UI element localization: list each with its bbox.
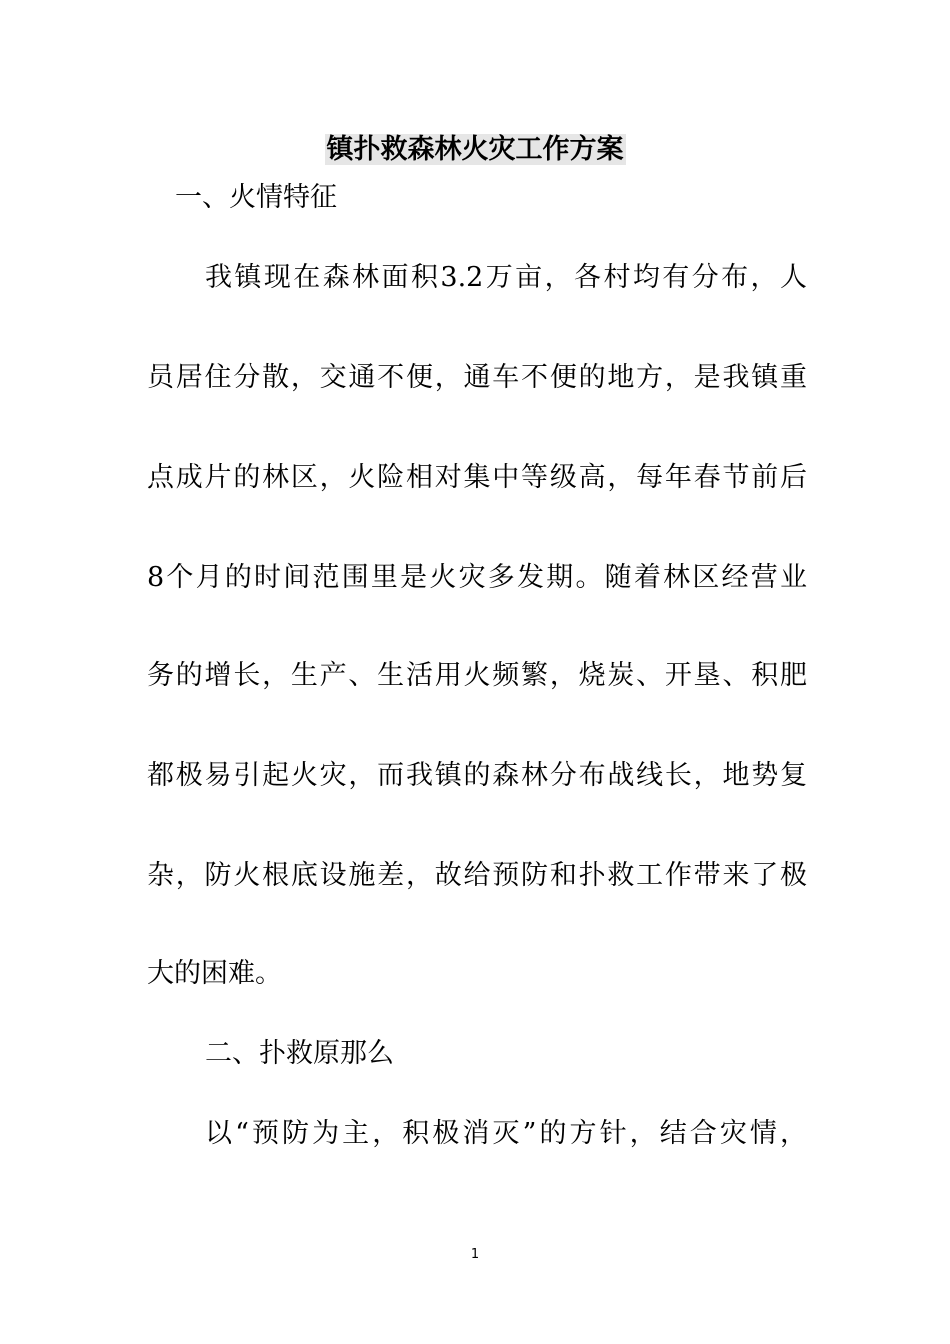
paragraph-line: 员居住分散，交通不便，通车不便的地方，是我镇重 <box>147 362 807 393</box>
paragraph-line: 以“预防为主，积极消灭”的方针，结合灾情， <box>205 1118 807 1149</box>
section-heading-2: 二、扑救原那么 <box>205 1038 394 1069</box>
section-heading-1: 一、火情特征 <box>175 182 337 213</box>
paragraph-line: 务的增长，生产、生活用火频繁，烧炭、开垦、积肥 <box>147 660 807 691</box>
paragraph-line: 杂，防火根底设施差，故给预防和扑救工作带来了极 <box>147 860 807 891</box>
paragraph-line: 点成片的林区，火险相对集中等级高，每年春节前后 <box>147 462 807 493</box>
paragraph-line: 都极易引起火灾，而我镇的森林分布战线长，地势复 <box>147 760 807 791</box>
page-number: 1 <box>470 1247 480 1262</box>
paragraph-line: 我镇现在森林面积3.2万亩，各村均有分布，人 <box>205 262 807 293</box>
document-title <box>0 130 950 170</box>
paragraph-line: 8个月的时间范围里是火灾多发期。随着林区经营业 <box>147 562 807 593</box>
document-title-text: 镇扑救森林火灾工作方案 <box>326 134 624 165</box>
paragraph-line: 大的困难。 <box>147 958 282 989</box>
